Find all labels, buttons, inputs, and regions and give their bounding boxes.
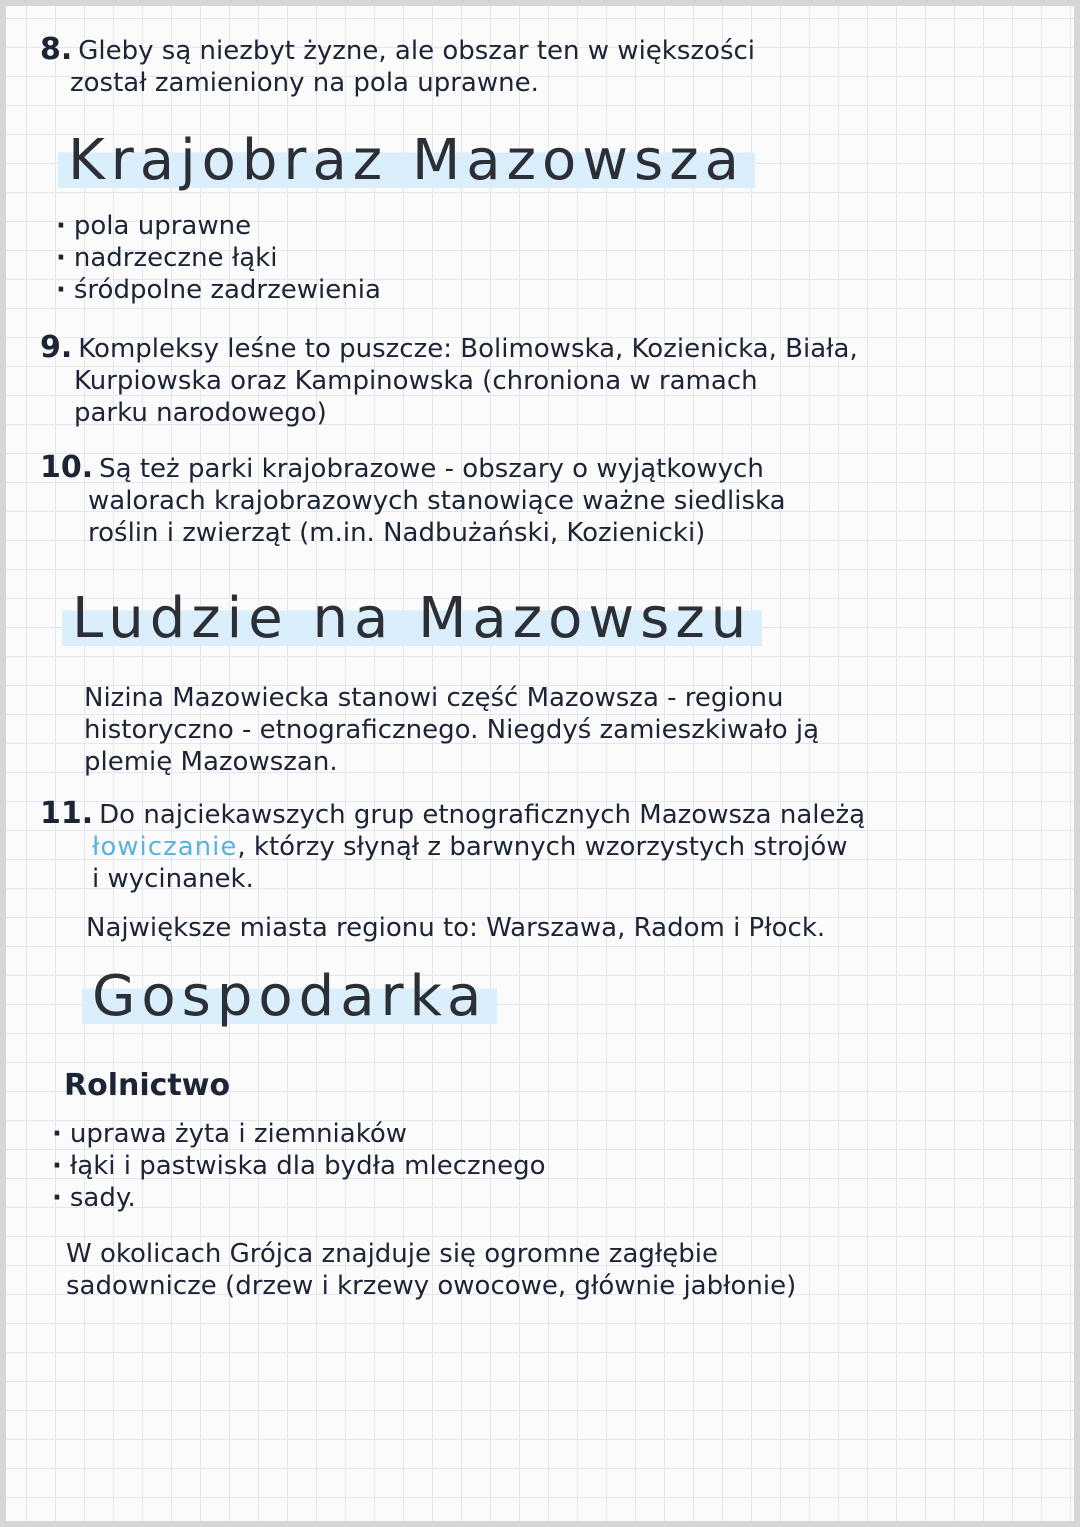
list-item: · uprawa żyta i ziemniaków — [52, 1118, 546, 1150]
item-number: 9. — [40, 330, 73, 365]
paragraph-line: historyczno - etnograficznego. Niegdyś zamieszkiwało ją — [84, 715, 820, 745]
item-number: 11. — [40, 796, 94, 831]
heading-text: Krajobraz Mazowsza — [58, 128, 755, 193]
paragraph-line: Są też parki krajobrazowe - obszary o wyjątkowych — [99, 454, 764, 484]
paragraph-miasta — [86, 912, 1046, 944]
paragraph-line: Do najciekawszych grup etnograficznych Mazowsza należą — [99, 800, 866, 830]
heading-text: Gospodarka — [82, 964, 497, 1029]
paragraph-line: roślin i zwierząt (m.in. Nadbużański, Kozienicki) — [88, 518, 706, 548]
subheading-rolnictwo: Rolnictwo — [64, 1068, 231, 1103]
heading-text: Ludzie na Mazowszu — [62, 586, 762, 651]
paragraph-line: i wycinanek. — [92, 864, 254, 894]
paragraph-line: Gleby są niezbyt żyzne, ale obszar ten w większości — [78, 36, 756, 66]
paragraph-line: walorach krajobrazowych stanowiące ważne siedliska — [88, 486, 786, 516]
paragraph-line: został zamieniony na pola uprawne. — [70, 68, 539, 98]
paragraph-line: parku narodowego) — [74, 398, 327, 428]
paragraph-line: Największe miasta regionu to: Warszawa, Radom i Płock. — [86, 913, 826, 943]
item-number: 10. — [40, 450, 94, 485]
list-item: · sady. — [52, 1182, 546, 1214]
section-heading-krajobraz — [58, 128, 755, 193]
paragraph-line: sadownicze (drzew i krzewy owocowe, głównie jabłonie) — [66, 1271, 797, 1301]
section-heading-ludzie — [62, 586, 762, 651]
accent-term: łowiczanie — [92, 832, 238, 862]
paragraph-line: Nizina Mazowiecka stanowi część Mazowsza - regionu — [84, 683, 784, 713]
paragraph-nizina — [84, 682, 1044, 778]
paragraph-line: Kompleksy leśne to puszcze: Bolimowska, Kozienicka, Biała, — [78, 334, 858, 364]
paragraph-line: Kurpiowska oraz Kampinowska (chroniona w ramach — [74, 366, 758, 396]
list-item: · śródpolne zadrzewienia — [56, 274, 381, 306]
paragraph-line: W okolicach Grójca znajduje się ogromne zagłębie — [66, 1239, 718, 1269]
rolnictwo-list — [52, 1118, 546, 1214]
paragraph-line: , którzy słynął z barwnych wzorzystych strojów — [237, 832, 848, 862]
section-heading-gospodarka — [82, 964, 497, 1029]
krajobraz-list — [56, 210, 381, 306]
list-item: · pola uprawne — [56, 210, 381, 242]
list-item: · nadrzeczne łąki — [56, 242, 381, 274]
paragraph-11 — [40, 798, 1050, 895]
paragraph-10 — [40, 452, 1040, 549]
item-number: 8. — [40, 32, 73, 67]
list-item: · łąki i pastwiska dla bydła mlecznego — [52, 1150, 546, 1182]
paragraph-8 — [40, 34, 1040, 99]
paragraph-grojec — [66, 1238, 1046, 1302]
paragraph-9 — [40, 332, 1040, 429]
paragraph-line: plemię Mazowszan. — [84, 747, 338, 777]
